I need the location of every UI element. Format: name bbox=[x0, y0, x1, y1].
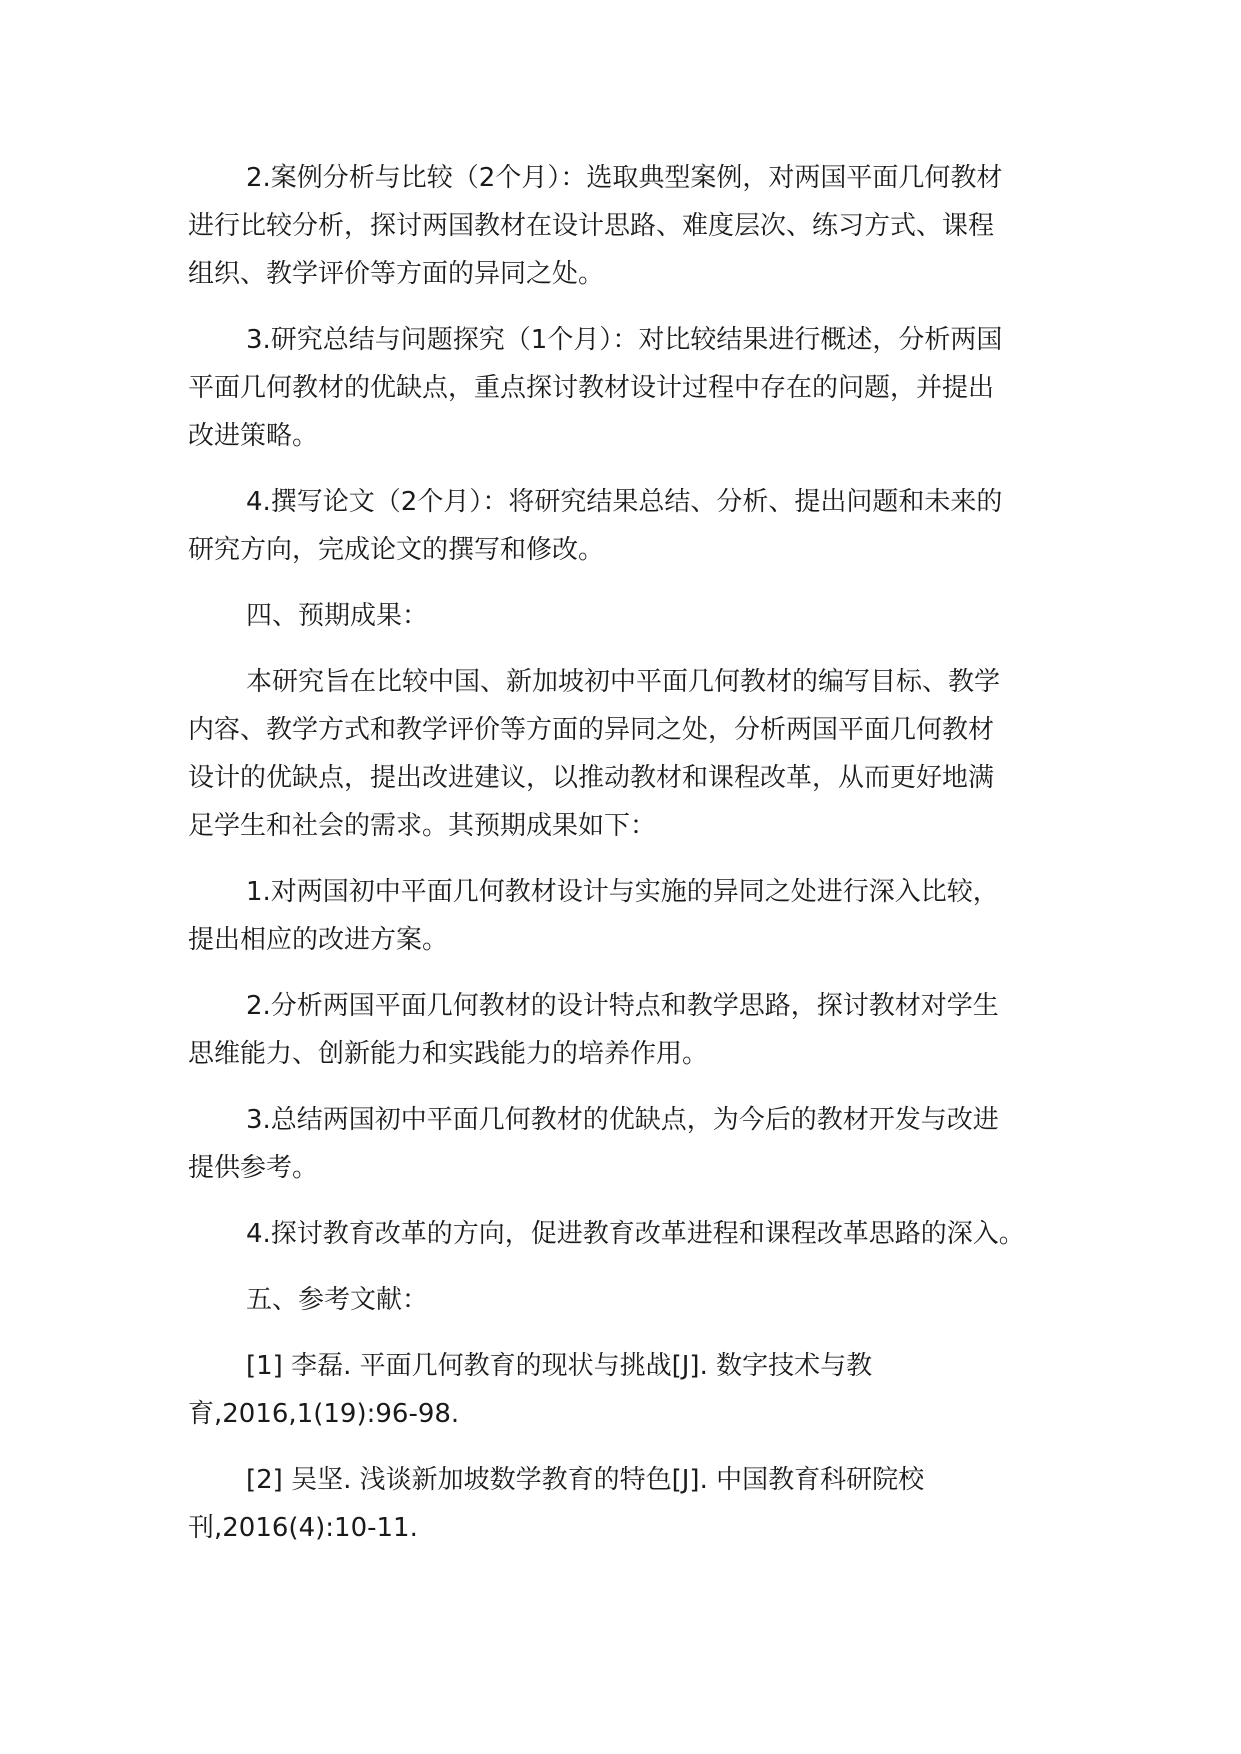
text-line: [1] 李磊. 平面几何教育的现状与挑战[J]. 数字技术与教 bbox=[246, 1351, 873, 1381]
text-line: 3.研究总结与问题探究（1个月）：对比较结果进行概述，分析两国 bbox=[246, 325, 1003, 355]
section-heading-references bbox=[188, 1276, 1068, 1324]
text-line: 研究方向，完成论文的撰写和修改。 bbox=[188, 535, 605, 565]
paragraph-case-analysis bbox=[188, 154, 1068, 298]
paragraph-thesis-writing bbox=[188, 478, 1068, 574]
result-item-3 bbox=[188, 1096, 1068, 1192]
text-line: 内容、教学方式和教学评价等方面的异同之处，分析两国平面几何教材 bbox=[188, 715, 995, 745]
text-line: 提供参考。 bbox=[188, 1153, 319, 1183]
reference-item-2 bbox=[188, 1456, 1068, 1552]
text-line: [2] 吴坚. 浅谈新加坡数学教育的特色[J]. 中国教育科研院校 bbox=[246, 1465, 925, 1495]
text-line: 刊,2016(4):10-11. bbox=[188, 1513, 418, 1543]
text-line: 进行比较分析，探讨两国教材在设计思路、难度层次、练习方式、课程 bbox=[188, 211, 995, 241]
text-line: 3.总结两国初中平面几何教材的优缺点，为今后的教材开发与改进 bbox=[246, 1105, 999, 1135]
text-line: 2.案例分析与比较（2个月）：选取典型案例，对两国平面几何教材 bbox=[246, 163, 1003, 193]
text-line: 改进策略。 bbox=[188, 421, 319, 451]
text-line: 提出相应的改进方案。 bbox=[188, 925, 449, 955]
paragraph-research-aim bbox=[188, 658, 1068, 850]
text-line: 本研究旨在比较中国、新加坡初中平面几何教材的编写目标、教学 bbox=[246, 667, 1001, 697]
section-heading-expected-results bbox=[188, 592, 1068, 640]
text-line: 设计的优缺点，提出改进建议，以推动教材和课程改革，从而更好地满 bbox=[188, 763, 995, 793]
text-line: 足学生和社会的需求。其预期成果如下： bbox=[188, 811, 657, 841]
result-item-1 bbox=[188, 868, 1068, 964]
paragraph-research-summary bbox=[188, 316, 1068, 460]
text-line: 平面几何教材的优缺点，重点探讨教材设计过程中存在的问题，并提出 bbox=[188, 373, 995, 403]
text-line: 1.对两国初中平面几何教材设计与实施的异同之处进行深入比较， bbox=[246, 877, 999, 907]
text-line: 2.分析两国平面几何教材的设计特点和教学思路，探讨教材对学生 bbox=[246, 991, 999, 1021]
result-item-2 bbox=[188, 982, 1068, 1078]
text-line: 4.撰写论文（2个月）：将研究结果总结、分析、提出问题和未来的 bbox=[246, 487, 1003, 517]
heading-text: 五、参考文献： bbox=[246, 1285, 429, 1315]
heading-text: 四、预期成果： bbox=[246, 601, 429, 631]
text-line: 组织、教学评价等方面的异同之处。 bbox=[188, 259, 605, 289]
text-line: 思维能力、创新能力和实践能力的培养作用。 bbox=[188, 1039, 709, 1069]
reference-item-1 bbox=[188, 1342, 1068, 1438]
text-line: 育,2016,1(19):96-98. bbox=[188, 1399, 460, 1429]
result-item-4 bbox=[188, 1210, 1068, 1258]
document-body bbox=[188, 154, 1068, 1570]
text-line: 4.探讨教育改革的方向，促进教育改革进程和课程改革思路的深入。 bbox=[246, 1219, 1025, 1249]
